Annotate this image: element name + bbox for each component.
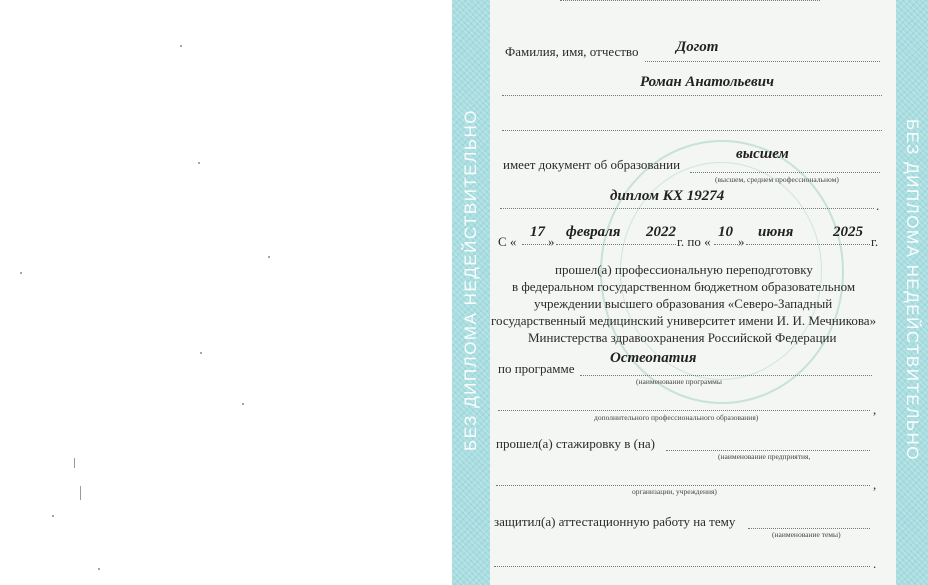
year-suffix: г. — [871, 234, 879, 249]
page-speck — [52, 515, 54, 517]
body-line-1: прошел(а) профессиональную переподготовку — [555, 262, 813, 277]
thesis-dot: . — [873, 556, 877, 571]
page-mark — [80, 486, 81, 500]
page-speck — [268, 256, 270, 258]
page-speck — [242, 403, 244, 405]
internship-line-2 — [496, 485, 870, 486]
surname-value: Догот — [676, 39, 719, 55]
to-line — [746, 244, 870, 245]
top-line — [560, 0, 820, 1]
to-quote-close: » — [738, 234, 745, 249]
from-month: февраля — [566, 224, 621, 240]
page-speck — [20, 272, 22, 274]
education-value: высшем — [736, 146, 789, 162]
diploma-value: диплом КХ 19274 — [610, 188, 725, 204]
program-label: по программе — [498, 361, 575, 376]
surname-label: Фамилия, имя, отчество — [505, 44, 639, 59]
program-line — [580, 375, 872, 376]
internship-line — [666, 450, 870, 451]
from-day-line — [522, 244, 550, 245]
internship-label: прошел(а) стажировку в (на) — [496, 436, 656, 451]
program-hint: (наименование программы — [636, 377, 722, 386]
internship-hint-2: организации, учреждения) — [632, 487, 717, 496]
to-month: июня — [758, 224, 794, 240]
name-value: Роман Анатольевич — [640, 74, 774, 90]
name-line-2 — [502, 130, 882, 131]
from-line — [556, 244, 676, 245]
program-value: Остеопатия — [610, 350, 697, 366]
program-line-2 — [498, 410, 870, 411]
thesis-line — [748, 528, 870, 529]
from-day: 17 — [530, 224, 545, 240]
body-line-2: в федеральном государственном бюджетном образовательном — [512, 279, 856, 294]
thesis-hint: (наименование темы) — [772, 530, 841, 539]
surname-line — [645, 61, 880, 62]
page-speck — [98, 568, 100, 570]
internship-comma: , — [873, 477, 877, 492]
left-border-text: БЕЗ ДИПЛОМА НЕДЕЙСТВИТЕЛЬНО — [461, 108, 480, 452]
name-line — [502, 95, 882, 96]
page-mark — [74, 458, 75, 468]
diploma-dot: . — [876, 198, 880, 213]
education-hint: (высшем, среднем профессиональном) — [715, 175, 839, 184]
to-day: 10 — [718, 224, 733, 240]
from-quote-close: » — [548, 234, 555, 249]
page-speck — [180, 45, 182, 47]
to-label: г. по « — [677, 234, 711, 249]
program-hint-2: дополнительного профессионального образования) — [594, 413, 759, 422]
thesis-line-2 — [494, 566, 870, 567]
right-border-text: БЕЗ ДИПЛОМА НЕДЕЙСТВИТЕЛЬНО — [903, 118, 922, 462]
page-speck — [198, 162, 200, 164]
body-line-5: Министерства здравоохранения Российской Федерации — [528, 330, 837, 345]
to-year: 2025 — [833, 224, 863, 240]
from-year: 2022 — [646, 224, 676, 240]
education-label: имеет документ об образовании — [503, 157, 681, 172]
thesis-label: защитил(а) аттестационную работу на тему — [494, 514, 736, 529]
to-day-line — [714, 244, 738, 245]
internship-hint: (наименование предприятия, — [718, 452, 811, 461]
body-line-4: государственный медицинский университет имени И. И. Мечникова» — [491, 313, 877, 328]
education-line — [690, 172, 880, 173]
from-label: С « — [498, 234, 517, 249]
program-comma: , — [873, 402, 877, 417]
body-line-3: учреждении высшего образования «Северо-Западный — [534, 296, 833, 311]
page-speck — [200, 352, 202, 354]
diploma-line — [500, 208, 874, 209]
